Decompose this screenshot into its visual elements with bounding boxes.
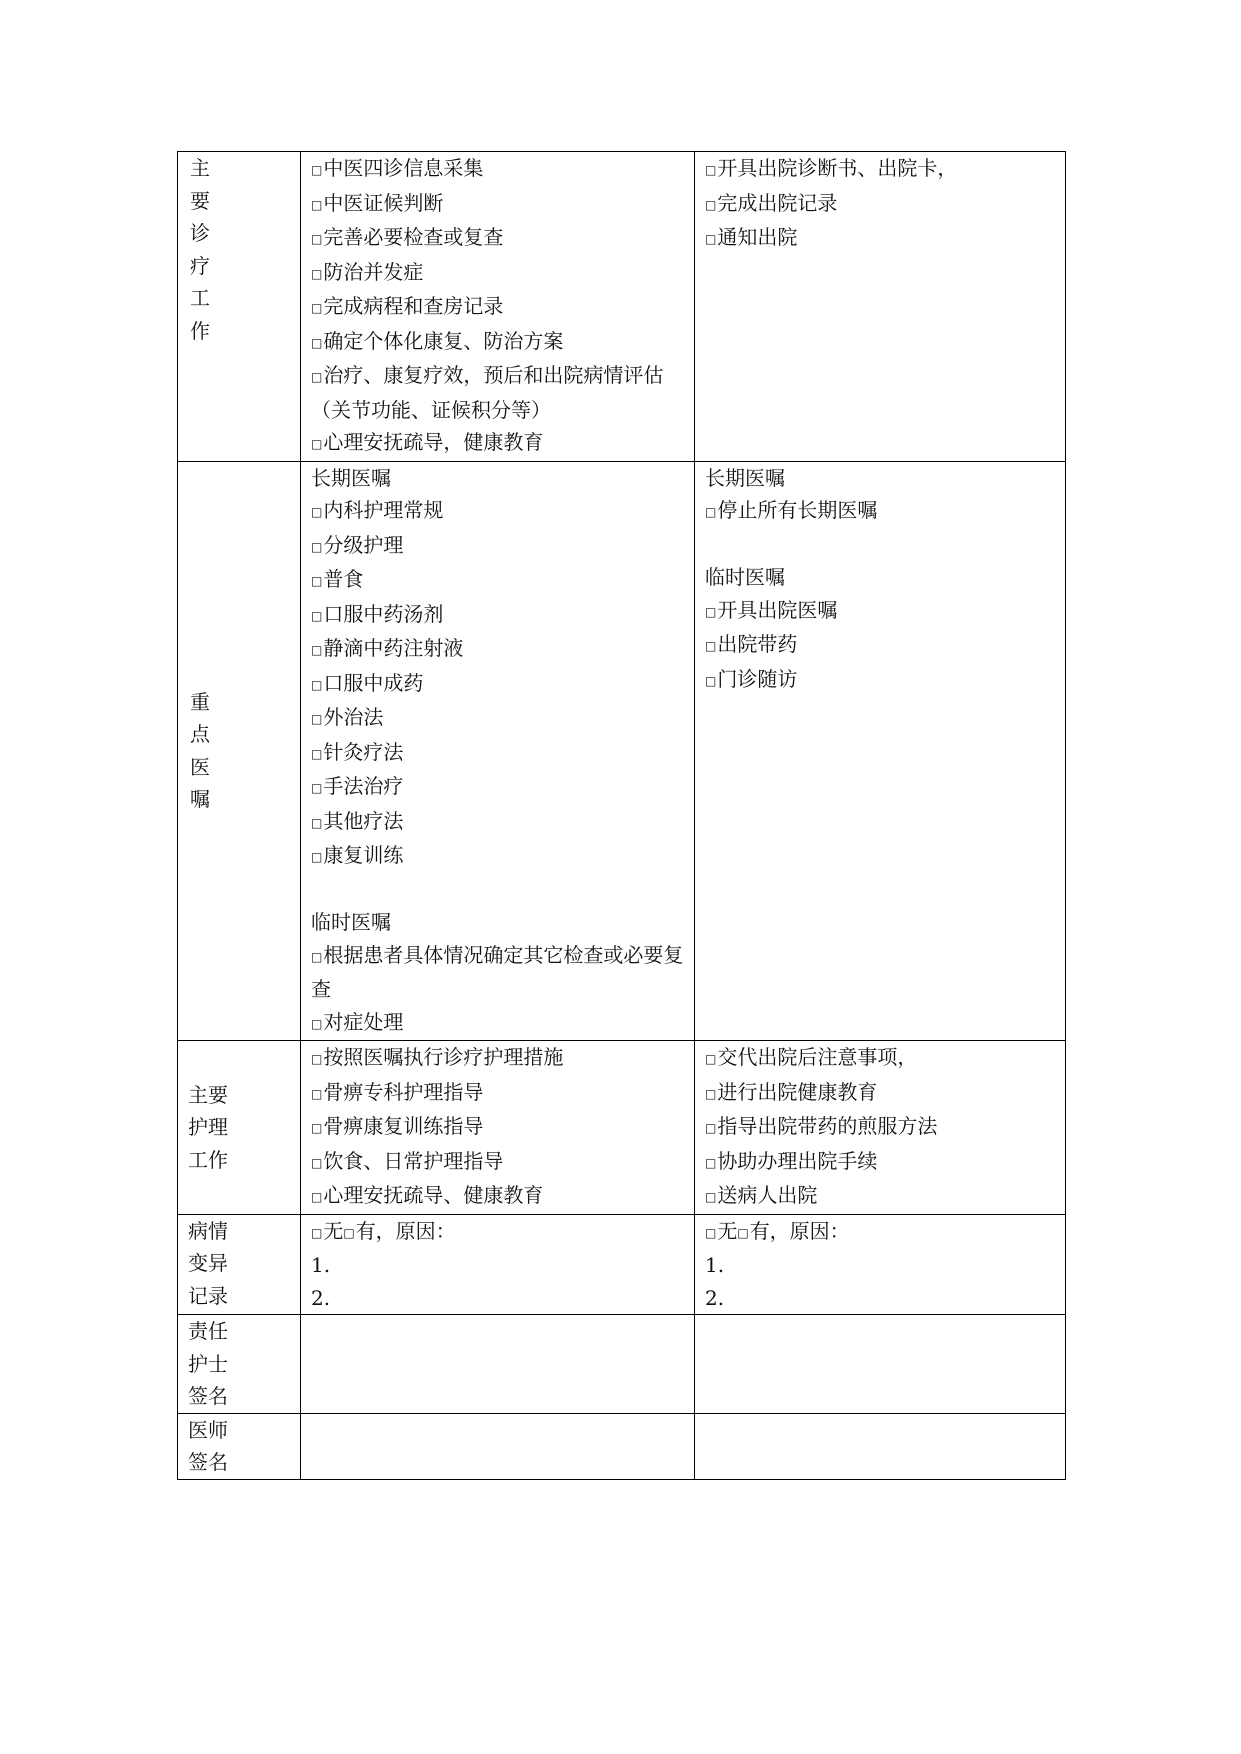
hospital-stay-cell	[301, 461, 695, 1041]
label-char: 点	[190, 722, 210, 747]
row-label	[178, 1214, 301, 1315]
label-line: 病情	[188, 1218, 228, 1243]
checkbox-icon[interactable]: □	[311, 712, 323, 726]
checkbox-icon[interactable]: □	[311, 505, 323, 519]
label-line: 记录	[188, 1283, 228, 1308]
checkbox-icon[interactable]: □	[705, 1155, 717, 1170]
checklist-item[interactable]: □中医四诊信息采集	[311, 156, 484, 180]
variance-reason-1[interactable]: 1.	[311, 1253, 331, 1277]
checklist-item[interactable]: □普食	[311, 567, 364, 591]
checklist-item[interactable]: □完善必要检查或复查	[311, 225, 504, 249]
hospital-stay-cell	[301, 1214, 695, 1315]
checklist-item[interactable]: □分级护理	[311, 532, 404, 557]
checklist-item[interactable]: □送病人出院	[705, 1183, 818, 1207]
row-main-treatment-work	[178, 152, 1066, 462]
checkbox-icon[interactable]: □	[311, 370, 323, 384]
row-main-nursing-work	[178, 1041, 1066, 1215]
row-label	[178, 1315, 301, 1414]
checklist-item[interactable]: □进行出院健康教育	[705, 1079, 878, 1104]
label-line: 护理	[188, 1115, 228, 1139]
checkbox-icon[interactable]: □	[311, 1121, 323, 1135]
checklist-item[interactable]: □开具出院诊断书、出院卡，	[705, 156, 958, 180]
checkbox-icon[interactable]: □	[311, 1086, 323, 1101]
checkbox-icon[interactable]: □	[311, 539, 323, 554]
blank-line	[705, 529, 1065, 562]
label-char: 工	[190, 286, 210, 310]
checklist-item[interactable]: □中医证候判断	[311, 190, 444, 215]
label-line: 护士	[188, 1351, 228, 1376]
variance-options[interactable]: □无□有，原因：	[311, 1218, 456, 1243]
checkbox-icon[interactable]: □	[311, 815, 323, 830]
label-char: 诊	[190, 221, 210, 245]
blank-line	[311, 874, 694, 907]
label-line: 签名	[188, 1384, 228, 1408]
checkbox-icon[interactable]: □	[705, 232, 717, 246]
checkbox-icon[interactable]: □	[311, 1016, 323, 1031]
checkbox-icon[interactable]: □	[311, 1052, 323, 1066]
hospital-stay-cell	[301, 1041, 695, 1215]
checklist-item[interactable]: □按照医嘱执行诊疗护理措施	[311, 1045, 564, 1069]
checklist-item[interactable]: □手法治疗	[311, 774, 404, 798]
discharge-day-cell	[695, 152, 1066, 462]
checklist-item[interactable]: □口服中药汤剂	[311, 601, 444, 626]
section-heading: 临时医嘱	[311, 910, 391, 934]
checklist-item[interactable]: □骨痹专科护理指导	[311, 1079, 484, 1104]
nurse-signature-field[interactable]	[301, 1315, 695, 1414]
checkbox-icon[interactable]: □	[311, 781, 323, 795]
label-line: 工作	[188, 1147, 228, 1172]
checklist-item[interactable]: □针灸疗法	[311, 739, 404, 764]
checklist-item[interactable]: □外治法	[311, 705, 384, 729]
label-line: 签名	[188, 1450, 228, 1474]
checkbox-icon[interactable]: □	[705, 639, 717, 653]
checklist-item[interactable]: □门诊随访	[705, 666, 798, 691]
checklist-item[interactable]: □治疗、康复疗效，预后和出院病情评估（关节功能、证候积分等）	[311, 363, 664, 422]
checkbox-icon[interactable]: □	[311, 949, 323, 964]
checkbox-icon[interactable]: □	[705, 1190, 717, 1204]
label-char: 作	[190, 318, 210, 343]
row-variance-record	[178, 1214, 1066, 1315]
checklist-item[interactable]: □内科护理常规	[311, 498, 444, 522]
nurse-signature-field[interactable]	[695, 1315, 1066, 1414]
section-heading: 长期医嘱	[705, 465, 785, 490]
checklist-item[interactable]: □对症处理	[311, 1009, 404, 1034]
clinical-pathway-table	[177, 151, 1066, 1480]
checklist-item[interactable]: □静滴中药注射液	[311, 636, 464, 660]
label-char: 疗	[190, 253, 210, 278]
checkbox-icon[interactable]: □	[311, 1225, 323, 1240]
checkbox-icon[interactable]: □	[737, 1225, 749, 1240]
checkbox-icon[interactable]: □	[311, 1190, 323, 1204]
checklist-item[interactable]: □确定个体化康复、防治方案	[311, 328, 564, 353]
row-label	[178, 461, 301, 1041]
checklist-item[interactable]: □停止所有长期医嘱	[705, 498, 878, 522]
variance-options[interactable]: □无□有，原因：	[705, 1218, 850, 1243]
label-line: 主要	[188, 1082, 228, 1107]
checkbox-icon[interactable]: □	[311, 1155, 323, 1170]
checkbox-icon[interactable]: □	[705, 1052, 717, 1066]
checklist-item[interactable]: □骨痹康复训练指导	[311, 1114, 484, 1138]
checklist-item[interactable]: □防治并发症	[311, 259, 424, 284]
hospital-stay-cell	[301, 152, 695, 462]
variance-reason-2[interactable]: 2.	[705, 1285, 725, 1310]
checklist-item[interactable]: □康复训练	[311, 843, 404, 867]
checklist-item[interactable]: □口服中成药	[311, 670, 424, 695]
checkbox-icon[interactable]: □	[311, 197, 323, 212]
label-char: 重	[190, 689, 210, 714]
checklist-item[interactable]: □饮食、日常护理指导	[311, 1148, 504, 1173]
label-char: 嘱	[190, 787, 210, 812]
row-key-orders	[178, 461, 1066, 1041]
checkbox-icon[interactable]: □	[705, 505, 717, 519]
checkbox-icon[interactable]: □	[311, 850, 323, 864]
label-line: 责任	[188, 1319, 228, 1343]
row-label	[178, 1413, 301, 1479]
checkbox-icon[interactable]: □	[311, 301, 323, 315]
discharge-day-cell	[695, 1214, 1066, 1315]
checkbox-icon[interactable]: □	[705, 163, 717, 177]
checklist-item[interactable]: □心理安抚疏导、健康教育	[311, 1183, 544, 1207]
checklist-item[interactable]: □交代出院后注意事项，	[705, 1045, 918, 1069]
row-label	[178, 1041, 301, 1215]
checkbox-icon[interactable]: □	[343, 1225, 355, 1240]
checklist-item[interactable]: □完成出院记录	[705, 190, 838, 215]
discharge-day-cell	[695, 461, 1066, 1041]
section-heading: 长期医嘱	[311, 465, 391, 490]
checkbox-icon[interactable]: □	[705, 604, 717, 619]
checklist-item[interactable]: □根据患者具体情况确定其它检查或必要复查	[311, 942, 684, 1001]
checklist-item[interactable]: □协助办理出院手续	[705, 1148, 878, 1173]
checkbox-icon[interactable]: □	[311, 574, 323, 588]
checklist-item[interactable]: □其他疗法	[311, 808, 404, 833]
checklist-item[interactable]: □完成病程和查房记录	[311, 294, 504, 318]
checkbox-icon[interactable]: □	[311, 335, 323, 350]
discharge-day-cell	[695, 1041, 1066, 1215]
checkbox-icon[interactable]: □	[705, 197, 717, 212]
row-nurse-signature	[178, 1315, 1066, 1414]
checklist-item[interactable]: □开具出院医嘱	[705, 597, 838, 622]
checklist-item[interactable]: □出院带药	[705, 632, 798, 656]
label-char: 医	[190, 754, 210, 779]
checkbox-icon[interactable]: □	[705, 1225, 717, 1240]
checkbox-icon[interactable]: □	[705, 673, 717, 688]
label-line: 变异	[188, 1251, 228, 1275]
checklist-item[interactable]: □通知出院	[705, 225, 798, 249]
row-label	[178, 152, 301, 462]
label-char: 要	[190, 188, 210, 213]
checkbox-icon[interactable]: □	[705, 1121, 717, 1135]
row-doctor-signature	[178, 1413, 1066, 1479]
checkbox-icon[interactable]: □	[311, 232, 323, 246]
checklist-item[interactable]: □指导出院带药的煎服方法	[705, 1114, 938, 1138]
checklist-item[interactable]: □心理安抚疏导，健康教育	[311, 430, 544, 454]
checkbox-icon[interactable]: □	[311, 677, 323, 692]
checkbox-icon[interactable]: □	[311, 643, 323, 657]
checkbox-icon[interactable]: □	[311, 608, 323, 623]
checkbox-icon[interactable]: □	[311, 437, 323, 451]
doctor-signature-field[interactable]	[301, 1413, 695, 1479]
variance-reason-2[interactable]: 2.	[311, 1285, 331, 1310]
variance-reason-1[interactable]: 1.	[705, 1253, 725, 1277]
checkbox-icon[interactable]: □	[311, 163, 323, 177]
checkbox-icon[interactable]: □	[311, 266, 323, 281]
label-char: 主	[190, 156, 210, 180]
checkbox-icon[interactable]: □	[705, 1086, 717, 1101]
label-line: 医师	[188, 1417, 228, 1442]
checkbox-icon[interactable]: □	[311, 746, 323, 761]
doctor-signature-field[interactable]	[695, 1413, 1066, 1479]
section-heading: 临时医嘱	[705, 565, 785, 589]
